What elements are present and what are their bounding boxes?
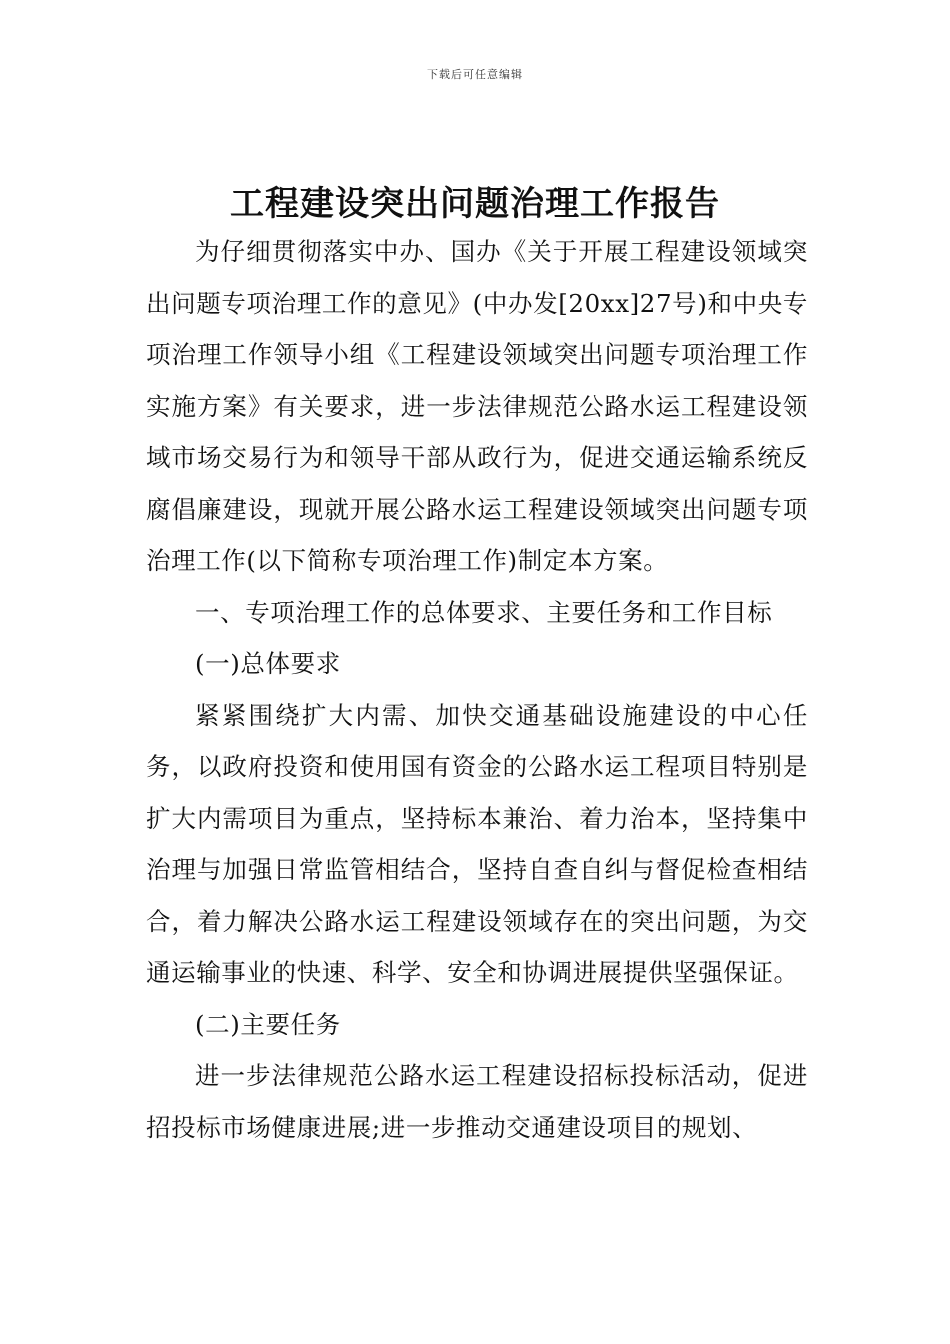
- overall-requirements-paragraph: 紧紧围绕扩大内需、加快交通基础设施建设的中心任务，以政府投资和使用国有资金的公路水运工程项目特别是扩大内需项目为重点，坚持标本兼治、着力治本，坚持集中治理与加强日常监管相结合，坚持自查自纠与督促检查相结合，着力解决公路水运工程建设领域存在的突出问题，为交通运输事业的快速、科学、安全和协调进展提供坚强保证。: [146, 700, 808, 987]
- section-heading-1: 一、专项治理工作的总体要求、主要任务和工作目标: [195, 597, 773, 627]
- document-body: [146, 226, 808, 1153]
- intro-paragraph: 为仔细贯彻落实中办、国办《关于开展工程建设领域突出问题专项治理工作的意见》(中办发[20xx]27号)和中央专项治理工作领导小组《工程建设领域突出问题专项治理工作实施方案》有关要求，进一步法律规范公路水运工程建设领域市场交易行为和领导干部从政行为，促进交通运输系统反腐倡廉建设，现就开展公路水运工程建设领域突出问题专项治理工作(以下简称专项治理工作)制定本方案。: [146, 237, 808, 575]
- header-note: 下载后可任意编辑: [427, 68, 523, 81]
- main-tasks-paragraph: 进一步法律规范公路水运工程建设招标投标活动，促进招投标市场健康进展;进一步推动交通建设项目的规划、: [146, 1061, 808, 1142]
- document-title: 工程建设突出问题治理工作报告: [230, 184, 720, 224]
- subsection-heading-overall-requirements: (一)总体要求: [195, 649, 341, 678]
- subsection-heading-main-tasks: (二)主要任务: [195, 1009, 341, 1039]
